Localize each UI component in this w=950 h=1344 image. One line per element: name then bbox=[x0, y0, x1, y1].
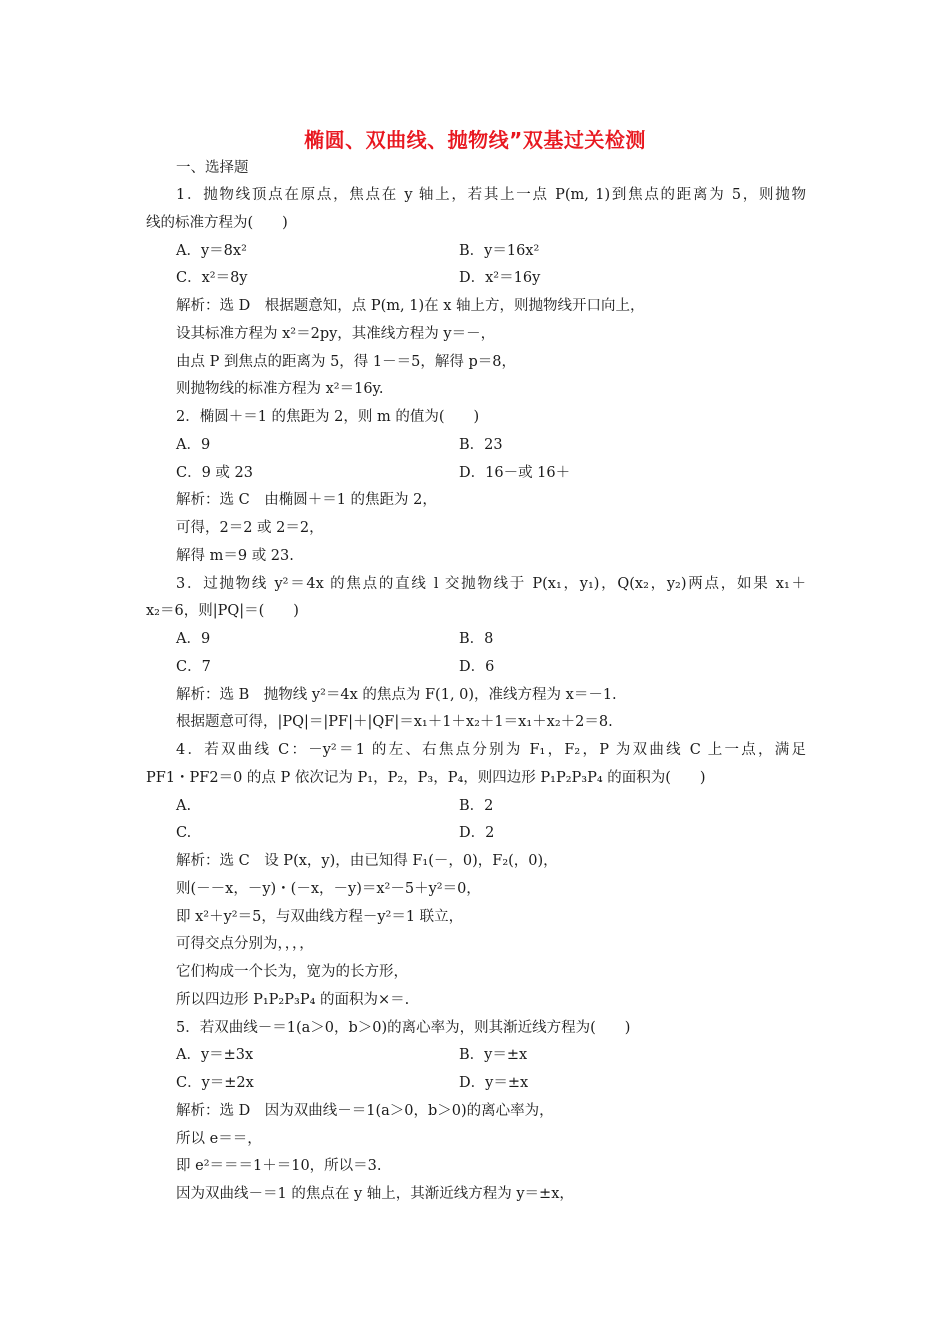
q1-option-d: D．x²＝16y bbox=[459, 270, 541, 286]
q5-analysis-line-1: 解析：选 D 因为双曲线－＝1(a＞0，b＞0)的离心率为， bbox=[176, 1103, 554, 1119]
q1-option-a: A．y＝8x² bbox=[176, 243, 247, 259]
q5-option-d: D．y＝±x bbox=[459, 1075, 529, 1091]
q1-analysis-line-2: 设其标准方程为 x²＝2py，其准线方程为 y＝－， bbox=[176, 326, 496, 342]
q1-analysis-line-3: 由点 P 到焦点的距离为 5，得 1－＝5，解得 p＝8， bbox=[176, 354, 516, 370]
q4-analysis-line-4: 可得交点分别为，，，， bbox=[176, 936, 314, 952]
q4-analysis-line-2: 则(－－x，－y)・(－x，－y)＝x²－5＋y²＝0， bbox=[176, 881, 481, 897]
q2-option-b: B．23 bbox=[459, 437, 503, 453]
q3-option-b: B．8 bbox=[459, 631, 494, 647]
q3-stem-line-2: x₂＝6，则|PQ|＝( ) bbox=[146, 603, 299, 619]
q4-analysis-line-3: 即 x²＋y²＝5，与双曲线方程－y²＝1 联立， bbox=[176, 909, 464, 925]
q3-option-d: D．6 bbox=[459, 659, 495, 675]
section-heading: 一、选择题 bbox=[176, 160, 249, 176]
q4-stem-line-2: PF1・PF2＝0 的点 P 依次记为 P₁，P₂，P₃，P₄，则四边形 P₁P₂P₃P₄ 的面积为( ) bbox=[146, 770, 706, 786]
q3-option-c: C．7 bbox=[176, 659, 211, 675]
q2-option-a: A．9 bbox=[176, 437, 211, 453]
q2-stem-line-1: 2．椭圆＋＝1 的焦距为 2，则 m 的值为( ) bbox=[176, 409, 480, 425]
q4-analysis-line-1: 解析：选 C 设 P(x，y)，由已知得 F₁(－，0)，F₂(，0)， bbox=[176, 853, 558, 869]
q4-option-c: C. bbox=[176, 825, 192, 841]
q4-analysis-line-6: 所以四边形 P₁P₂P₃P₄ 的面积为×＝. bbox=[176, 992, 410, 1008]
q4-option-b: B．2 bbox=[459, 798, 494, 814]
q2-analysis-line-1: 解析：选 C 由椭圆＋＝1 的焦距为 2， bbox=[176, 492, 437, 508]
q1-option-b: B．y＝16x² bbox=[459, 243, 540, 259]
q4-option-a: A. bbox=[176, 798, 192, 814]
q1-analysis-line-4: 则抛物线的标准方程为 x²＝16y. bbox=[176, 381, 384, 397]
q1-option-c: C．x²＝8y bbox=[176, 270, 248, 286]
q5-analysis-line-2: 所以 e＝＝， bbox=[176, 1131, 262, 1147]
q5-stem-line-1: 5．若双曲线－＝1(a＞0，b＞0)的离心率为，则其渐近线方程为( ) bbox=[176, 1020, 631, 1036]
document-title: 椭圆、双曲线、抛物线”双基过关检测 bbox=[304, 128, 646, 152]
q1-stem-line-2: 线的标准方程为( ) bbox=[146, 215, 288, 231]
q1-analysis-line-1: 解析：选 D 根据题意知，点 P(m, 1)在 x 轴上方，则抛物线开口向上， bbox=[176, 298, 645, 314]
q2-option-c: C．9 或 23 bbox=[176, 465, 253, 481]
q1-stem-line-1: 1．抛物线顶点在原点，焦点在 y 轴上，若其上一点 P(m, 1)到焦点的距离为 5，则抛物 bbox=[176, 187, 806, 203]
q5-analysis-line-3: 即 e²＝＝＝1＋＝10，所以＝3. bbox=[176, 1158, 382, 1174]
q2-analysis-line-3: 解得 m＝9 或 23. bbox=[176, 548, 294, 564]
q2-option-d: D．16－或 16＋ bbox=[459, 465, 571, 481]
q3-stem-line-1: 3．过抛物线 y²＝4x 的焦点的直线 l 交抛物线于 P(x₁，y₁)，Q(x₂，y₂)两点，如果 x₁＋ bbox=[176, 576, 806, 592]
q3-analysis-line-1: 解析：选 B 抛物线 y²＝4x 的焦点为 F(1, 0)，准线方程为 x＝－1. bbox=[176, 687, 617, 703]
q5-analysis-line-4: 因为双曲线－＝1 的焦点在 y 轴上，其渐近线方程为 y＝±x， bbox=[176, 1186, 574, 1202]
q5-option-b: B．y＝±x bbox=[459, 1047, 528, 1063]
q5-option-a: A．y＝±3x bbox=[176, 1047, 254, 1063]
q4-analysis-line-5: 它们构成一个长为，宽为的长方形， bbox=[176, 964, 408, 980]
q3-analysis-line-2: 根据题意可得，|PQ|＝|PF|＋|QF|＝x₁＋1＋x₂＋1＝x₁＋x₂＋2＝8. bbox=[176, 714, 613, 730]
q5-option-c: C．y＝±2x bbox=[176, 1075, 254, 1091]
q3-option-a: A．9 bbox=[176, 631, 211, 647]
q4-stem-line-1: 4．若双曲线 C：－y²＝1 的左、右焦点分别为 F₁，F₂，P 为双曲线 C 上一点，满足 bbox=[176, 742, 806, 758]
q2-analysis-line-2: 可得，2＝2 或 2＝2， bbox=[176, 520, 324, 536]
q4-option-d: D．2 bbox=[459, 825, 495, 841]
